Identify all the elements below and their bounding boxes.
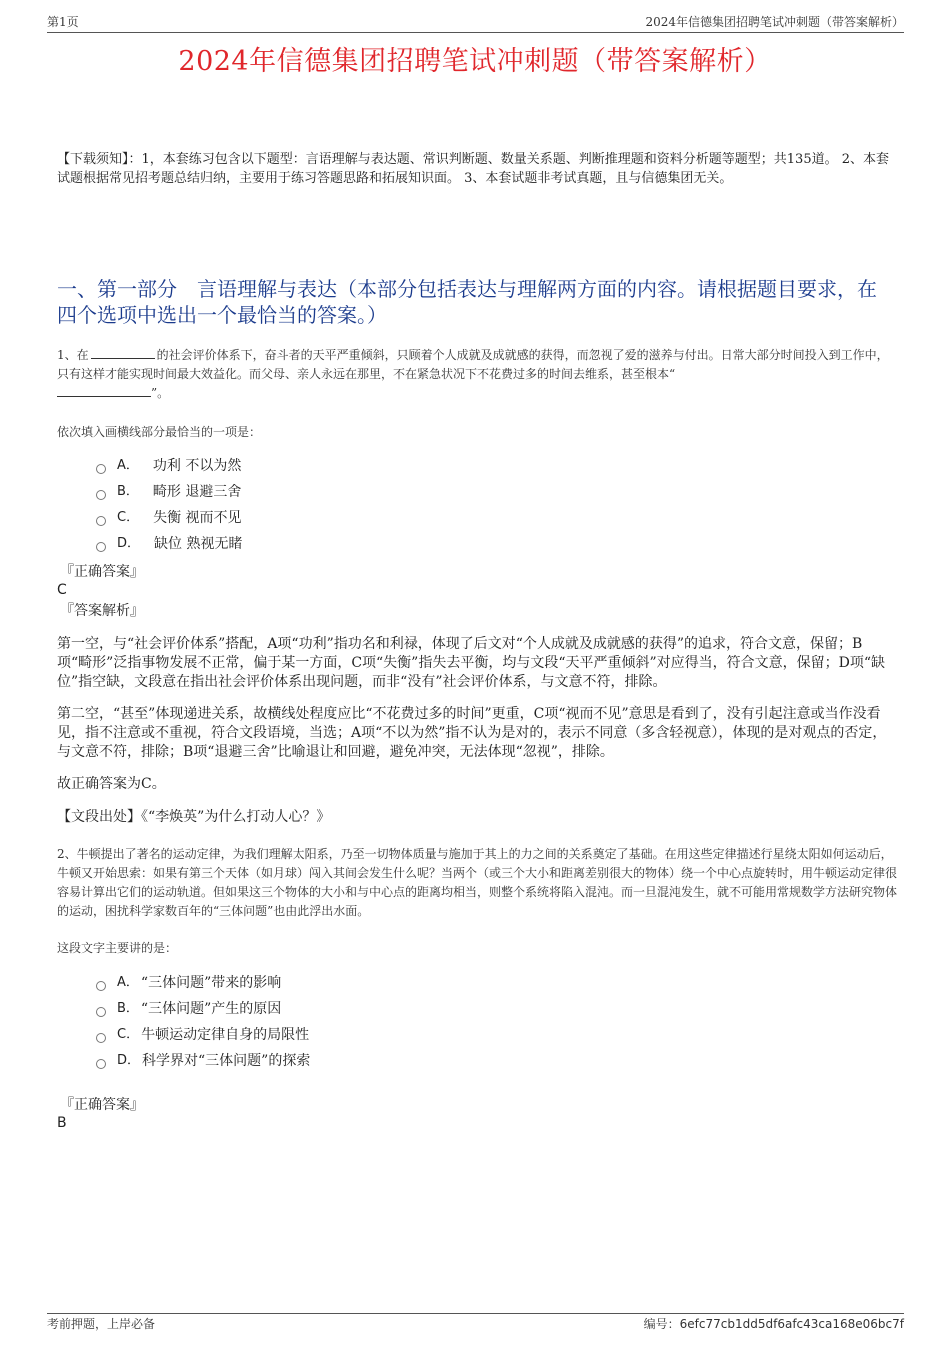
page-footer <box>47 1313 904 1334</box>
question-2-option-d[interactable]: D． 科学界对“三体问题”的探索 <box>96 1048 310 1074</box>
download-notice: 【下载须知】：1，本套练习包含以下题型：言语理解与表达题、常识判断题、数量关系题、判断推理题和资料分析题等题型；共135道。 2、本套试题根据常见招考题总结归纳，主要用于练习答题思路和拓展知识面。 3、本套试题非考试真题，且与信德集团无关。 <box>57 152 889 186</box>
analysis-paragraph: 第一空，与“社会评价体系”搭配，A项“功利”指功名和利禄，体现了后文对“个人成就及成就感的获得”的追求，符合文意，保留；B项“畸形”泛指事物发展不正常，偏于某一方面，C项“失衡”指失去平衡，均与文段“天平严重倾斜”对应得当，符合文意，保留；D项“缺位”指空缺，文段意在指出社会评价体系出现问题，而非“没有”社会评价体系，与文意不符，排除。 <box>57 636 886 690</box>
footer-code-label: 编号： <box>643 1317 680 1331</box>
question-1-text <box>57 346 898 403</box>
question-1-text-body: 的社会评价体系下，奋斗者的天平严重倾斜，只顾着个人成就及成就感的获得，而忽视了爱的滋养与付出。日常大部分时间投入到工作中，只有这样才能实现时间最大效益化。而父母、亲人永远在那里，不在紧急状况下不花费过多的时间去维系，甚至根本“ <box>57 348 889 381</box>
radio-icon[interactable] <box>96 490 106 500</box>
analysis-conclusion: 故正确答案为C。 <box>57 776 166 792</box>
question-1-prompt: 依次填入画横线部分最恰当的一项是： <box>57 425 262 439</box>
fill-blank-2 <box>57 384 151 397</box>
radio-icon[interactable] <box>96 542 106 552</box>
radio-icon[interactable] <box>96 1007 106 1017</box>
footer-code <box>644 1316 904 1332</box>
radio-icon[interactable] <box>96 464 106 474</box>
question-1-text-end: ”。 <box>151 386 170 400</box>
question-1-answer-label: 『正确答案』 <box>60 564 144 580</box>
question-2-option-a[interactable]: A． “三体问题”带来的影响 <box>96 970 310 996</box>
question-1-option-d[interactable]: D． 缺位 熟视无睹 <box>96 531 242 557</box>
radio-icon[interactable] <box>96 516 106 526</box>
question-1-text-start: 1、在 <box>57 348 89 362</box>
document-title: 2024年信德集团招聘笔试冲刺题（带答案解析） <box>178 46 772 77</box>
page-number: 第1页 <box>47 15 79 29</box>
question-2-option-b[interactable]: B． “三体问题”产生的原因 <box>96 996 310 1022</box>
radio-icon[interactable] <box>96 981 106 991</box>
question-2-options <box>96 970 310 1074</box>
footer-code-value: 6efc77cb1dd5df6afc43ca168e06bc7f <box>679 1317 904 1331</box>
question-2-answer: B <box>57 1115 67 1131</box>
question-2-text: 2、牛顿提出了著名的运动定律，为我们理解太阳系，乃至一切物体质量与施加于其上的力之间的关系奠定了基础。在用这些定律描述行星绕太阳如何运动后，牛顿又开始思索：如果有第三个天体（如月球）闯入其间会发生什么呢？当两个（或三个大小和距离差别很大的物体）绕一个中心点旋转时，用牛顿运动定律很容易计算出它们的运动轨道。但如果这三个物体的大小和与中心点的距离均相当，则整个系统将陷入混沌。而一旦混沌发生，就不可能用常规数学方法研究物体的运动，困扰科学家数百年的“三体问题”也由此浮出水面。 <box>57 847 898 918</box>
question-1-analysis-label: 『答案解析』 <box>60 603 144 619</box>
question-1-answer: C <box>57 582 67 598</box>
question-2-option-c[interactable]: C． 牛顿运动定律自身的局限性 <box>96 1022 310 1048</box>
question-1-options <box>96 453 242 557</box>
header-doc-name: 2024年信德集团招聘笔试冲刺题（带答案解析） <box>645 15 904 29</box>
radio-icon[interactable] <box>96 1033 106 1043</box>
analysis-source: 【文段出处】《“李焕英”为什么打动人心？》 <box>57 809 331 825</box>
fill-blank-1 <box>91 346 155 359</box>
analysis-paragraph: 第二空，“甚至”体现递进关系，故横线处程度应比“不花费过多的时间”更重，C项“视而不见”意思是看到了，没有引起注意或当作没看见，指不注意或不重视，符合文段语境，当选；A项“不以为然”指不认为是对的，表示不同意（多含轻视意），体现的是对观点的否定，与文意不符，排除；B项“退避三舍”比喻退让和回避，避免冲突，无法体现“忽视”，排除。 <box>57 706 887 760</box>
question-2-prompt: 这段文字主要讲的是： <box>57 941 178 955</box>
question-2-answer-label: 『正确答案』 <box>60 1097 144 1113</box>
question-1-option-c[interactable]: C． 失衡 视而不见 <box>96 505 242 531</box>
footer-slogan: 考前押题，上岸必备 <box>47 1317 156 1331</box>
question-1-option-a[interactable]: A． 功利 不以为然 <box>96 453 242 479</box>
question-1-option-b[interactable]: B． 畸形 退避三舍 <box>96 479 242 505</box>
radio-icon[interactable] <box>96 1059 106 1069</box>
section-title: 一、第一部分 言语理解与表达（本部分包括表达与理解两方面的内容。请根据题目要求，在四个选项中选出一个最恰当的答案。） <box>57 277 877 327</box>
page-header <box>47 14 904 33</box>
